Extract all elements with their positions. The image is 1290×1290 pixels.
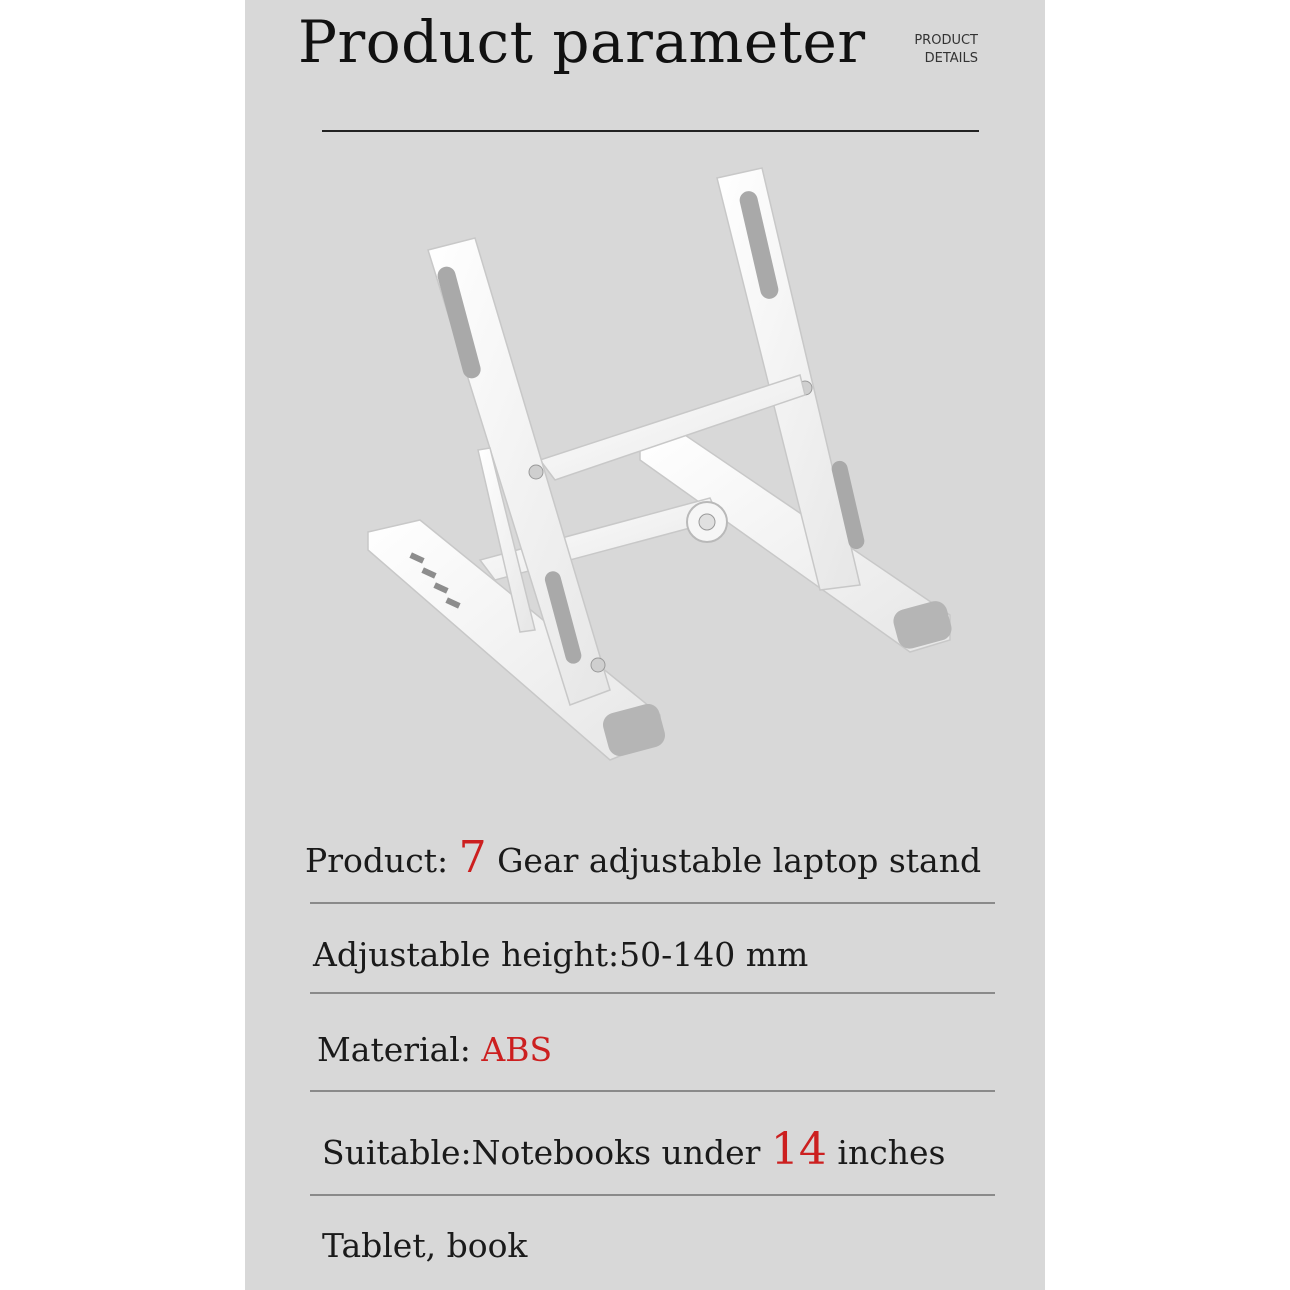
spec-suitable-unit: inches	[826, 1133, 946, 1172]
spec-material	[317, 1030, 552, 1069]
laptop-stand-image	[350, 160, 970, 780]
spec-product	[305, 832, 981, 883]
spec-product-gear: 7	[458, 832, 487, 883]
spec-material-value: ABS	[481, 1030, 553, 1069]
spec-divider-1	[310, 902, 995, 904]
spec-height-value: 50-140 mm	[619, 935, 809, 974]
spec-divider-4	[310, 1194, 995, 1196]
subtitle-line-2: DETAILS	[924, 51, 978, 66]
spec-suitable-label: Suitable:Notebooks under	[322, 1133, 771, 1172]
subtitle-line-1: PRODUCT	[914, 33, 978, 48]
spec-suitable	[322, 1124, 945, 1175]
page-subtitle	[896, 32, 978, 68]
spec-height	[313, 935, 808, 974]
spec-height-label: Adjustable height:	[313, 935, 620, 974]
spec-product-value: Gear adjustable laptop stand	[486, 841, 982, 880]
title-divider	[322, 130, 979, 132]
spec-divider-3	[310, 1090, 995, 1092]
spec-product-label: Product:	[305, 841, 459, 880]
spec-material-label: Material:	[317, 1030, 482, 1069]
spec-extra: Tablet, book	[322, 1226, 528, 1265]
spec-divider-2	[310, 992, 995, 994]
page-title: Product parameter	[298, 8, 866, 76]
spec-suitable-size: 14	[770, 1124, 827, 1175]
